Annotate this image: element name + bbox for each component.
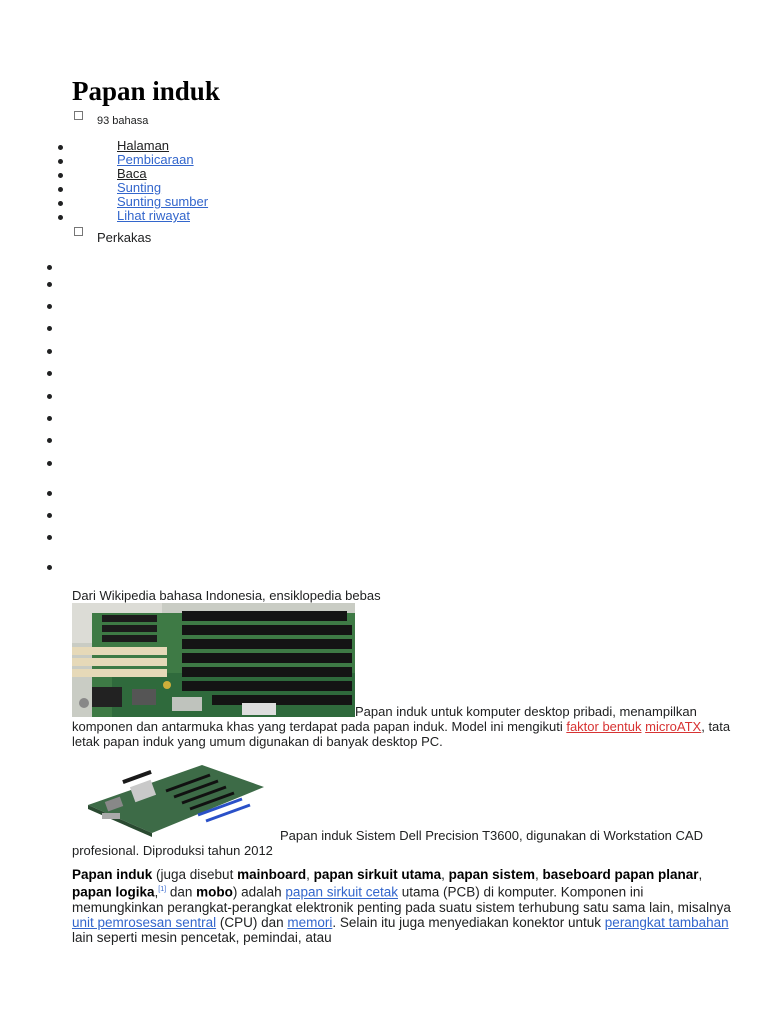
- list-item: [47, 513, 52, 518]
- text-span: utama (PCB) di komputer. Komponen ini memungkinkan perangkat-perangkat elektronik penting pada suatu sistem terhubung satu sama lain, misalnya: [72, 884, 731, 915]
- text-span: ) adalah: [232, 884, 286, 900]
- tab-pembicaraan[interactable]: Pembicaraan: [117, 152, 194, 167]
- text-span: ,: [698, 867, 703, 882]
- microatx-link[interactable]: microATX: [645, 719, 702, 734]
- list-item: [47, 371, 52, 376]
- list-item: [47, 416, 52, 421]
- bold-term: baseboard papan planar: [542, 867, 699, 882]
- text-span: lain seperti mesin pencetak, pemindai, atau: [72, 929, 332, 945]
- figure2-caption: Papan induk Sistem Dell Precision T3600, digunakan di Workstation CAD profesional. Diproduksi tahun 2012: [72, 828, 703, 858]
- list-item: [47, 282, 52, 287]
- languages-label[interactable]: 93 bahasa: [97, 115, 149, 127]
- reference-link[interactable]: [1]: [158, 886, 167, 893]
- bullet-icon: [58, 187, 63, 192]
- nav-item-pembicaraan: [0, 153, 300, 167]
- languages-checkbox[interactable]: [74, 111, 83, 120]
- nav-item-lihat-riwayat: [0, 209, 300, 223]
- list-item: [47, 349, 52, 354]
- list-item: [47, 438, 52, 443]
- bullet-icon: [58, 215, 63, 220]
- text-span: ,: [154, 884, 159, 900]
- cpu-link[interactable]: unit pemrosesan sentral: [72, 914, 217, 930]
- bold-term: mobo: [196, 884, 233, 900]
- tab-halaman[interactable]: Halaman: [117, 138, 170, 153]
- motherboard-image[interactable]: [72, 603, 355, 717]
- tools-checkbox[interactable]: [74, 227, 83, 236]
- tools-label[interactable]: Perkakas: [97, 230, 152, 245]
- bold-term: mainboard: [237, 867, 307, 882]
- memori-link[interactable]: memori: [287, 914, 333, 930]
- list-item: [47, 535, 52, 540]
- page-title: Papan induk: [72, 76, 220, 106]
- text-span: ,: [441, 867, 449, 882]
- text-span: dan: [166, 884, 197, 900]
- text-span: . Selain itu juga menyediakan konektor untuk: [332, 914, 605, 930]
- bold-term: papan sirkuit utama: [313, 867, 442, 882]
- site-tagline: Dari Wikipedia bahasa Indonesia, ensiklopedia bebas: [72, 588, 381, 603]
- tab-baca[interactable]: Baca: [117, 166, 147, 181]
- nav-item-baca: [0, 167, 300, 181]
- text-span: ,: [534, 867, 543, 882]
- list-item: [47, 565, 52, 570]
- tab-lihat-riwayat[interactable]: Lihat riwayat: [117, 208, 190, 223]
- nav-item-halaman: [0, 139, 300, 153]
- list-item: [47, 304, 52, 309]
- tab-sunting-sumber[interactable]: Sunting sumber: [117, 194, 209, 209]
- intro-paragraph: [72, 867, 737, 945]
- bullet-icon: [58, 201, 63, 206]
- bullet-icon: [58, 173, 63, 178]
- figure1-caption: [72, 704, 732, 749]
- bold-term: Papan induk: [72, 867, 153, 882]
- list-item: [47, 491, 52, 496]
- figure1-caption-end: , tata letak papan induk yang umum digunakan di banyak desktop PC.: [72, 719, 731, 749]
- list-item: [47, 265, 52, 270]
- list-item: [47, 326, 52, 331]
- text-span: (juga disebut: [152, 867, 238, 882]
- list-item: [47, 394, 52, 399]
- list-item: [47, 461, 52, 466]
- bullet-icon: [58, 145, 63, 150]
- pcb-link[interactable]: papan sirkuit cetak: [285, 884, 398, 900]
- figure1-caption-text: Papan induk untuk komputer desktop pribadi, menampilkan komponen dan antarmuka khas yang terdapat pada papan induk. Model ini mengikuti: [72, 704, 697, 734]
- perangkat-tambahan-link[interactable]: perangkat tambahan: [604, 914, 729, 930]
- nav-item-sunting: [0, 181, 300, 195]
- text-span: (CPU) dan: [216, 914, 288, 930]
- tab-sunting[interactable]: Sunting: [117, 180, 162, 195]
- text-span: ,: [306, 867, 314, 882]
- bold-term: papan sistem: [448, 867, 535, 882]
- dell-motherboard-image[interactable]: [82, 761, 266, 837]
- bullet-icon: [58, 159, 63, 164]
- bold-term: papan logika: [72, 884, 155, 900]
- nav-item-sunting-sumber: [0, 195, 300, 209]
- faktor-bentuk-link[interactable]: faktor bentuk: [566, 719, 642, 734]
